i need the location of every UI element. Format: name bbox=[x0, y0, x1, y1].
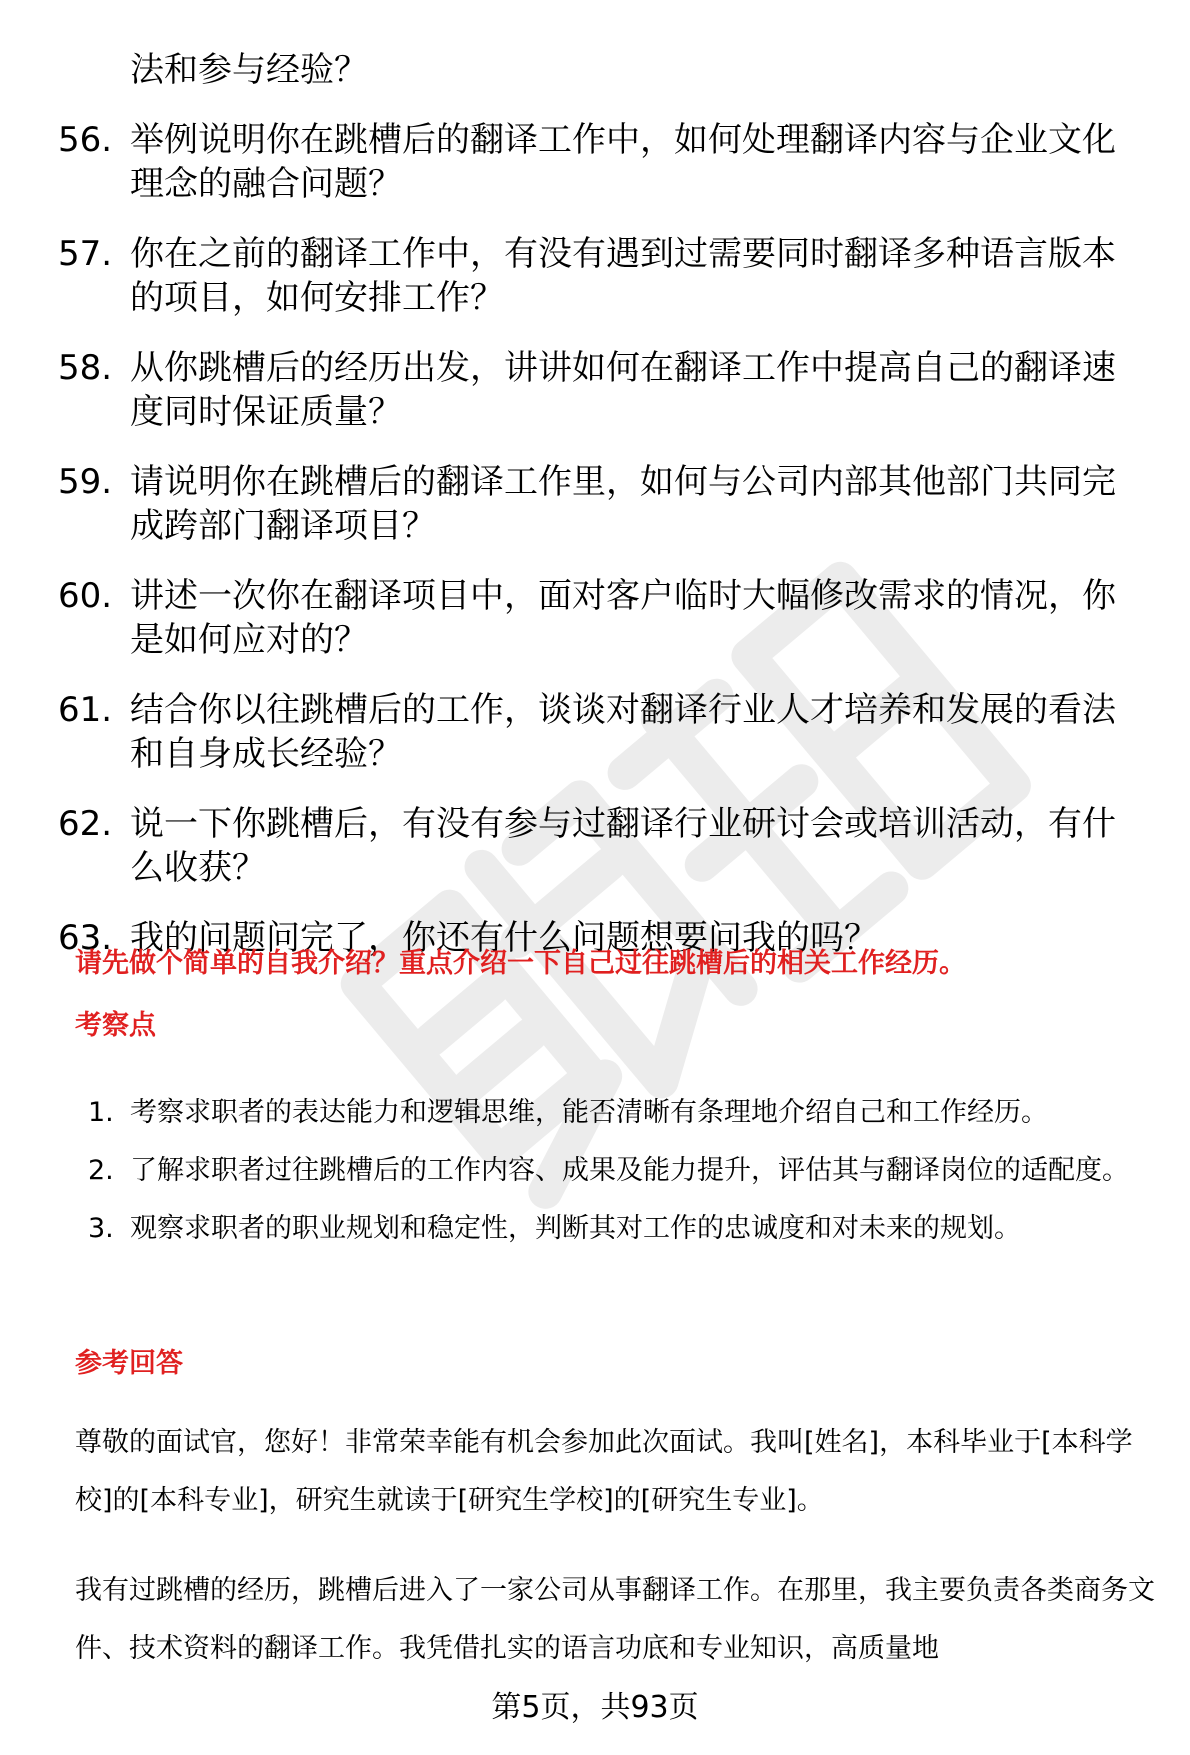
point-text: 观察求职者的职业规划和稳定性，判断其对工作的忠诚度和对未来的规划。 bbox=[130, 1213, 1021, 1244]
point-number: 2. bbox=[88, 1155, 114, 1186]
question-number: 57. bbox=[58, 234, 113, 274]
question-number: 62. bbox=[58, 804, 113, 844]
question-item bbox=[58, 118, 1158, 206]
point-number: 1. bbox=[88, 1097, 114, 1128]
question-item bbox=[58, 460, 1158, 548]
point-number: 3. bbox=[88, 1213, 114, 1244]
question-item bbox=[58, 232, 1158, 320]
highlight-question: 请先做个简单的自我介绍？重点介绍一下自己过往跳槽后的相关工作经历。 bbox=[75, 948, 966, 979]
question-number: 59. bbox=[58, 462, 113, 502]
page-footer: 第5页，共93页 bbox=[491, 1690, 699, 1725]
answer-paragraph: 我有过跳槽的经历，跳槽后进入了一家公司从事翻译工作。在那里，我主要负责各类商务文件、技术资料的翻译工作。我凭借扎实的语言功底和专业知识，高质量地 bbox=[75, 1575, 1155, 1664]
question-text: 讲述一次你在翻译项目中，面对客户临时大幅修改需求的情况，你是如何应对的？ bbox=[130, 576, 1116, 660]
question-item bbox=[58, 346, 1158, 434]
answer-heading: 参考回答 bbox=[75, 1348, 183, 1379]
question-item bbox=[58, 688, 1158, 776]
question-text: 我的问题问完了，你还有什么问题想要问我的吗？ bbox=[130, 918, 878, 958]
question-text: 从你跳槽后的经历出发，讲讲如何在翻译工作中提高自己的翻译速度同时保证质量？ bbox=[130, 348, 1116, 432]
point-item bbox=[88, 1142, 1158, 1200]
question-number: 63. bbox=[58, 918, 113, 958]
question-item bbox=[58, 802, 1158, 890]
question-text: 你在之前的翻译工作中，有没有遇到过需要同时翻译多种语言版本的项目，如何安排工作？ bbox=[130, 234, 1116, 318]
point-item bbox=[88, 1200, 1158, 1258]
question-text: 结合你以往跳槽后的工作，谈谈对翻译行业人才培养和发展的看法和自身成长经验？ bbox=[130, 690, 1116, 774]
point-text: 了解求职者过往跳槽后的工作内容、成果及能力提升，评估其与翻译岗位的适配度。 bbox=[130, 1155, 1129, 1186]
question-text: 请说明你在跳槽后的翻译工作里，如何与公司内部其他部门共同完成跨部门翻译项目？ bbox=[130, 462, 1116, 546]
point-text: 考察求职者的表达能力和逻辑思维，能否清晰有条理地介绍自己和工作经历。 bbox=[130, 1097, 1048, 1128]
point-item bbox=[88, 1084, 1158, 1142]
points-list bbox=[88, 1084, 1158, 1258]
question-text: 说一下你跳槽后，有没有参与过翻译行业研讨会或培训活动，有什么收获？ bbox=[130, 804, 1116, 888]
question-item bbox=[58, 48, 1158, 92]
question-text: 举例说明你在跳槽后的翻译工作中，如何处理翻译内容与企业文化理念的融合问题？ bbox=[130, 120, 1116, 204]
points-heading: 考察点 bbox=[75, 1010, 156, 1041]
question-text: 法和参与经验？ bbox=[130, 50, 368, 90]
question-item bbox=[58, 574, 1158, 662]
question-number: 58. bbox=[58, 348, 113, 388]
question-list bbox=[58, 48, 1158, 986]
question-number: 56. bbox=[58, 120, 113, 160]
question-number: 61. bbox=[58, 690, 113, 730]
question-number: 60. bbox=[58, 576, 113, 616]
answer-paragraph: 尊敬的面试官，您好！非常荣幸能有机会参加此次面试。我叫[姓名]，本科毕业于[本科学校]的[本科专业]，研究生就读于[研究生学校]的[研究生专业]。 bbox=[75, 1427, 1133, 1516]
